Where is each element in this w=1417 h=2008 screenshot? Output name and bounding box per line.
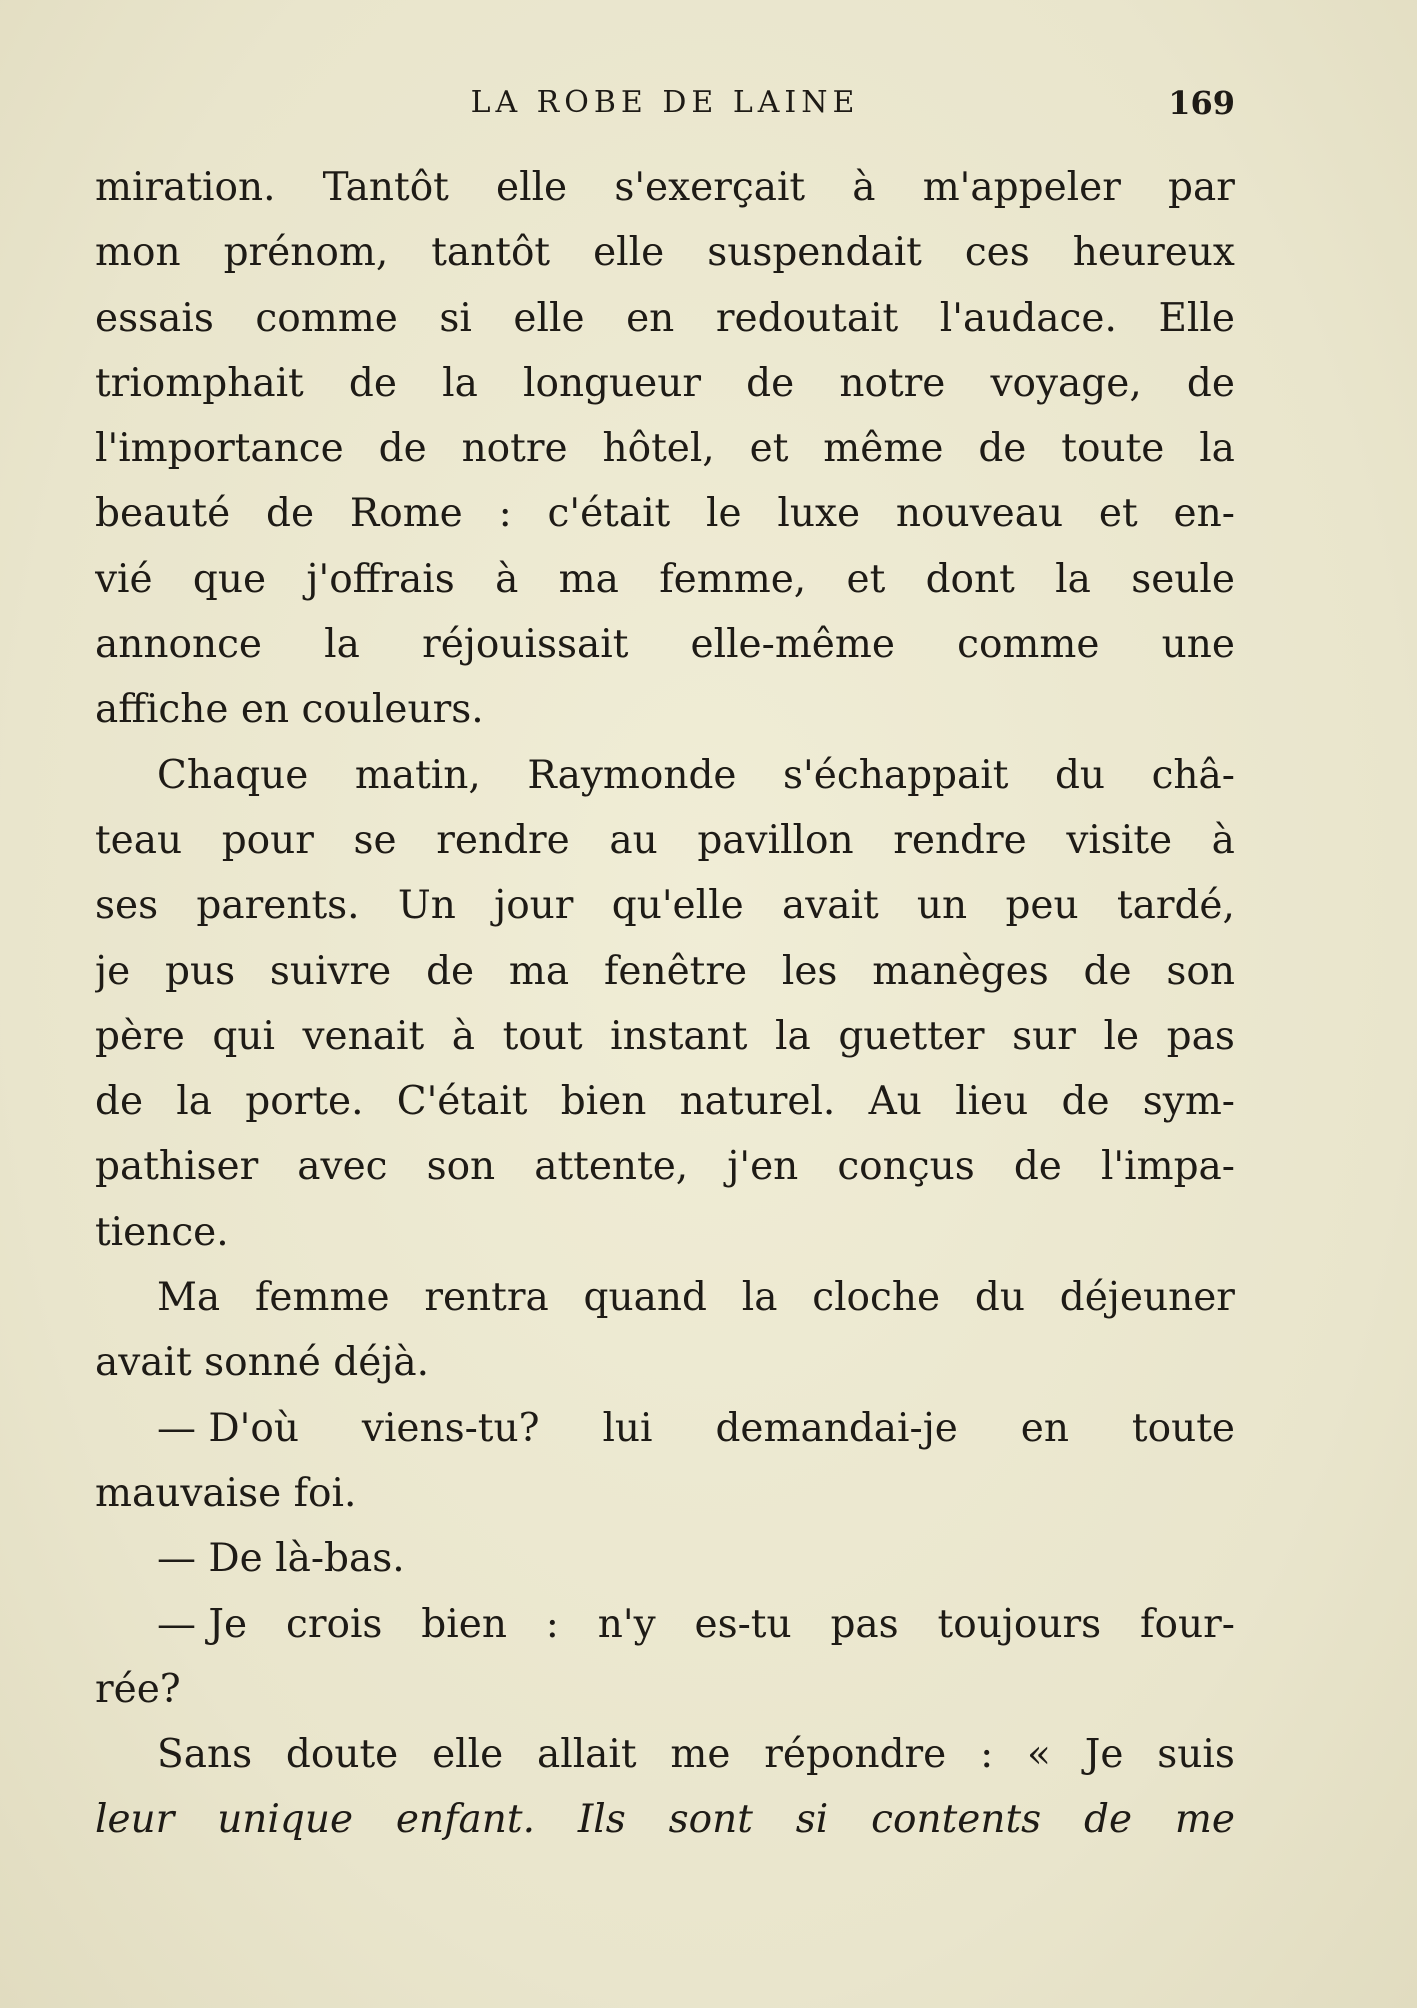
word: s'échappait xyxy=(783,752,1009,798)
word: fenêtre xyxy=(603,948,748,994)
text-line xyxy=(95,286,1235,351)
word: toute xyxy=(1061,426,1165,472)
word: prénom, xyxy=(223,230,389,276)
word: venait xyxy=(302,1013,425,1059)
word: et xyxy=(749,426,789,472)
word: de xyxy=(265,491,315,537)
word: je xyxy=(95,948,131,994)
word: pas xyxy=(830,1601,899,1647)
word: par xyxy=(1168,165,1235,210)
text-line xyxy=(95,1787,1235,1852)
text-line xyxy=(95,1134,1235,1199)
word: bien xyxy=(421,1601,507,1647)
word: répondre xyxy=(764,1732,947,1778)
word: la xyxy=(176,1079,213,1125)
word: de xyxy=(95,1079,144,1125)
word: conçus xyxy=(837,1144,975,1190)
word: elle xyxy=(593,230,665,276)
word: toujours xyxy=(937,1601,1102,1647)
word: annonce xyxy=(95,622,263,668)
word: me xyxy=(670,1732,731,1778)
word: la xyxy=(775,1013,811,1059)
word: la xyxy=(324,622,360,668)
word: Ma xyxy=(157,1275,221,1321)
word: rendre xyxy=(893,817,1027,863)
text-line: affiche en couleurs. xyxy=(95,687,484,733)
word: notre xyxy=(461,426,568,472)
word: pour xyxy=(221,817,314,863)
word: Raymonde xyxy=(527,752,737,798)
page-header xyxy=(95,78,1235,128)
text-line xyxy=(95,612,1235,677)
word: s'exerçait xyxy=(614,165,806,210)
word: de xyxy=(1186,360,1235,406)
text-line xyxy=(95,1265,1235,1330)
word: Chaque xyxy=(157,752,309,798)
text-line xyxy=(95,1004,1235,1069)
text-line xyxy=(95,547,1235,612)
word: le xyxy=(706,491,742,537)
word: comme xyxy=(255,295,398,341)
word: l'audace. xyxy=(939,295,1117,341)
word: pavillon xyxy=(697,817,854,863)
word: quand xyxy=(583,1275,707,1321)
word: allait xyxy=(536,1732,637,1778)
word: longueur xyxy=(522,360,701,406)
word: suivre xyxy=(269,948,392,994)
word: Rome xyxy=(349,491,463,537)
word: demandai-je xyxy=(715,1405,958,1451)
word: la xyxy=(1199,426,1235,472)
word: redoutait xyxy=(715,295,899,341)
word: elle xyxy=(496,165,568,210)
word: m'appeler xyxy=(922,165,1121,210)
word: cloche xyxy=(812,1275,941,1321)
word: triomphait xyxy=(95,360,304,406)
word: à xyxy=(1211,817,1235,863)
word: Un xyxy=(397,883,456,929)
word: sont xyxy=(668,1797,753,1843)
word: enfant. xyxy=(395,1797,535,1843)
word: suspendait xyxy=(707,230,922,276)
word: de xyxy=(746,360,795,406)
word: les xyxy=(781,948,838,994)
word: ma xyxy=(558,556,619,602)
word: voyage, xyxy=(990,360,1142,406)
word: Tantôt xyxy=(322,165,449,210)
word: elle-même xyxy=(690,622,895,668)
word: du xyxy=(974,1275,1025,1321)
word: Sans xyxy=(157,1732,253,1778)
word: naturel. xyxy=(679,1079,836,1125)
word: pathiser xyxy=(95,1144,259,1190)
word: châ- xyxy=(1151,752,1235,798)
text-line xyxy=(95,481,1235,546)
word: l'importance xyxy=(95,426,344,472)
text-line xyxy=(95,155,1235,220)
word: tantôt xyxy=(431,230,551,276)
word: porte. xyxy=(245,1079,364,1125)
word: de xyxy=(348,360,397,406)
word: luxe xyxy=(777,491,861,537)
word: rentra xyxy=(424,1275,549,1321)
running-title: LA ROBE DE LAINE xyxy=(470,85,860,120)
text-line xyxy=(95,743,1235,808)
word: crois xyxy=(285,1601,383,1647)
word: rendre xyxy=(436,817,570,863)
word: lui xyxy=(602,1405,653,1451)
text-line xyxy=(95,1592,1235,1657)
word: instant xyxy=(610,1013,748,1059)
word: de xyxy=(1013,1144,1062,1190)
word: si xyxy=(795,1797,829,1843)
word: elle xyxy=(432,1732,504,1778)
word: la xyxy=(1055,556,1091,602)
word: de xyxy=(426,948,475,994)
word: l'impa- xyxy=(1100,1144,1235,1190)
text-line xyxy=(95,808,1235,873)
word: père xyxy=(95,1013,185,1059)
word: réjouissait xyxy=(422,622,629,668)
page-number: 169 xyxy=(1168,84,1235,122)
word: déjeuner xyxy=(1059,1275,1235,1321)
text-line: tience. xyxy=(95,1209,229,1255)
word: attente, xyxy=(534,1144,689,1190)
word: qu'elle xyxy=(611,883,744,929)
word: comme xyxy=(957,622,1100,668)
word: tardé, xyxy=(1116,883,1235,929)
word: sur xyxy=(1012,1013,1076,1059)
text-line: — De là-bas. xyxy=(157,1536,405,1582)
word: notre xyxy=(839,360,946,406)
word: lieu xyxy=(955,1079,1029,1125)
word: son xyxy=(1166,948,1235,994)
text-line: rée? xyxy=(95,1666,181,1712)
word: unique xyxy=(217,1797,354,1843)
word: miration. xyxy=(95,165,276,210)
text-line xyxy=(95,1396,1235,1461)
word: pus xyxy=(164,948,236,994)
word: suis xyxy=(1157,1732,1235,1778)
word: beauté xyxy=(95,491,231,537)
word: visite xyxy=(1066,817,1173,863)
word: me xyxy=(1174,1797,1235,1843)
word: four- xyxy=(1140,1601,1235,1647)
word: matin, xyxy=(354,752,481,798)
text-line xyxy=(95,220,1235,285)
word: ma xyxy=(508,948,570,994)
word: parents. xyxy=(196,883,360,929)
word: doute xyxy=(285,1732,399,1778)
word: se xyxy=(353,817,397,863)
word: dont xyxy=(925,556,1015,602)
word: vié xyxy=(95,556,153,602)
word: à xyxy=(852,165,876,210)
word: sym- xyxy=(1142,1079,1235,1125)
word: peu xyxy=(1005,883,1079,929)
text-line xyxy=(95,873,1235,938)
text-line: mauvaise foi. xyxy=(95,1470,357,1516)
word: : xyxy=(980,1732,994,1778)
word: leur xyxy=(95,1797,175,1843)
word: j'en xyxy=(727,1144,799,1190)
word: ces xyxy=(964,230,1030,276)
word: toute xyxy=(1131,1405,1235,1451)
word: la xyxy=(741,1275,778,1321)
word: à xyxy=(495,556,519,602)
word: de xyxy=(978,426,1027,472)
word: la xyxy=(442,360,478,406)
word: en- xyxy=(1173,491,1235,537)
word: c'était xyxy=(547,491,671,537)
word: tout xyxy=(502,1013,583,1059)
text-line xyxy=(95,416,1235,481)
word: pas xyxy=(1166,1013,1235,1059)
word: de xyxy=(1083,948,1132,994)
word: en xyxy=(1020,1405,1069,1451)
word: Je xyxy=(1084,1732,1124,1778)
word: : xyxy=(498,491,512,537)
word: es-tu xyxy=(694,1601,792,1647)
word: femme, xyxy=(659,556,807,602)
word: au xyxy=(609,817,658,863)
word: de xyxy=(1084,1797,1133,1843)
text-line: avait sonné déjà. xyxy=(95,1340,430,1386)
word: un xyxy=(916,883,968,929)
word: à xyxy=(451,1013,475,1059)
word: : xyxy=(545,1601,559,1647)
word: son xyxy=(426,1144,496,1190)
word: avait xyxy=(781,883,879,929)
text-line xyxy=(95,1722,1235,1787)
word: Ils xyxy=(577,1797,626,1843)
word: bien xyxy=(560,1079,647,1125)
word: manèges xyxy=(872,948,1049,994)
word: « xyxy=(1027,1732,1051,1778)
word: guetter xyxy=(838,1013,985,1059)
text-line xyxy=(95,1069,1235,1134)
word: viens-tu? xyxy=(361,1405,540,1451)
word: seule xyxy=(1131,556,1235,602)
word: et xyxy=(1098,491,1138,537)
body-text xyxy=(95,155,1235,1853)
word: mon xyxy=(95,230,181,276)
text-line xyxy=(95,351,1235,416)
word: nouveau xyxy=(895,491,1064,537)
word: teau xyxy=(95,817,183,863)
word: jour xyxy=(494,883,574,929)
word: j'offrais xyxy=(306,556,455,602)
word: de xyxy=(1061,1079,1110,1125)
word: de xyxy=(378,426,427,472)
word: que xyxy=(192,556,267,602)
word: en xyxy=(626,295,675,341)
word: ses xyxy=(95,883,159,929)
word: du xyxy=(1054,752,1106,798)
word: femme xyxy=(254,1275,390,1321)
word: contents xyxy=(871,1797,1042,1843)
word: avec xyxy=(297,1144,388,1190)
word: et xyxy=(846,556,886,602)
word: heureux xyxy=(1072,230,1235,276)
word: hôtel, xyxy=(602,426,715,472)
word: une xyxy=(1161,622,1235,668)
text-line xyxy=(95,939,1235,1004)
word: Elle xyxy=(1158,295,1235,341)
word: même xyxy=(823,426,944,472)
word: — Je xyxy=(157,1601,248,1647)
word: Au xyxy=(868,1079,922,1125)
word: si xyxy=(439,295,472,341)
word: C'était xyxy=(396,1079,528,1125)
word: elle xyxy=(513,295,585,341)
word: n'y xyxy=(597,1601,656,1647)
word: qui xyxy=(212,1013,275,1059)
word: le xyxy=(1103,1013,1140,1059)
word: essais xyxy=(95,295,214,341)
word: — D'où xyxy=(157,1405,299,1451)
